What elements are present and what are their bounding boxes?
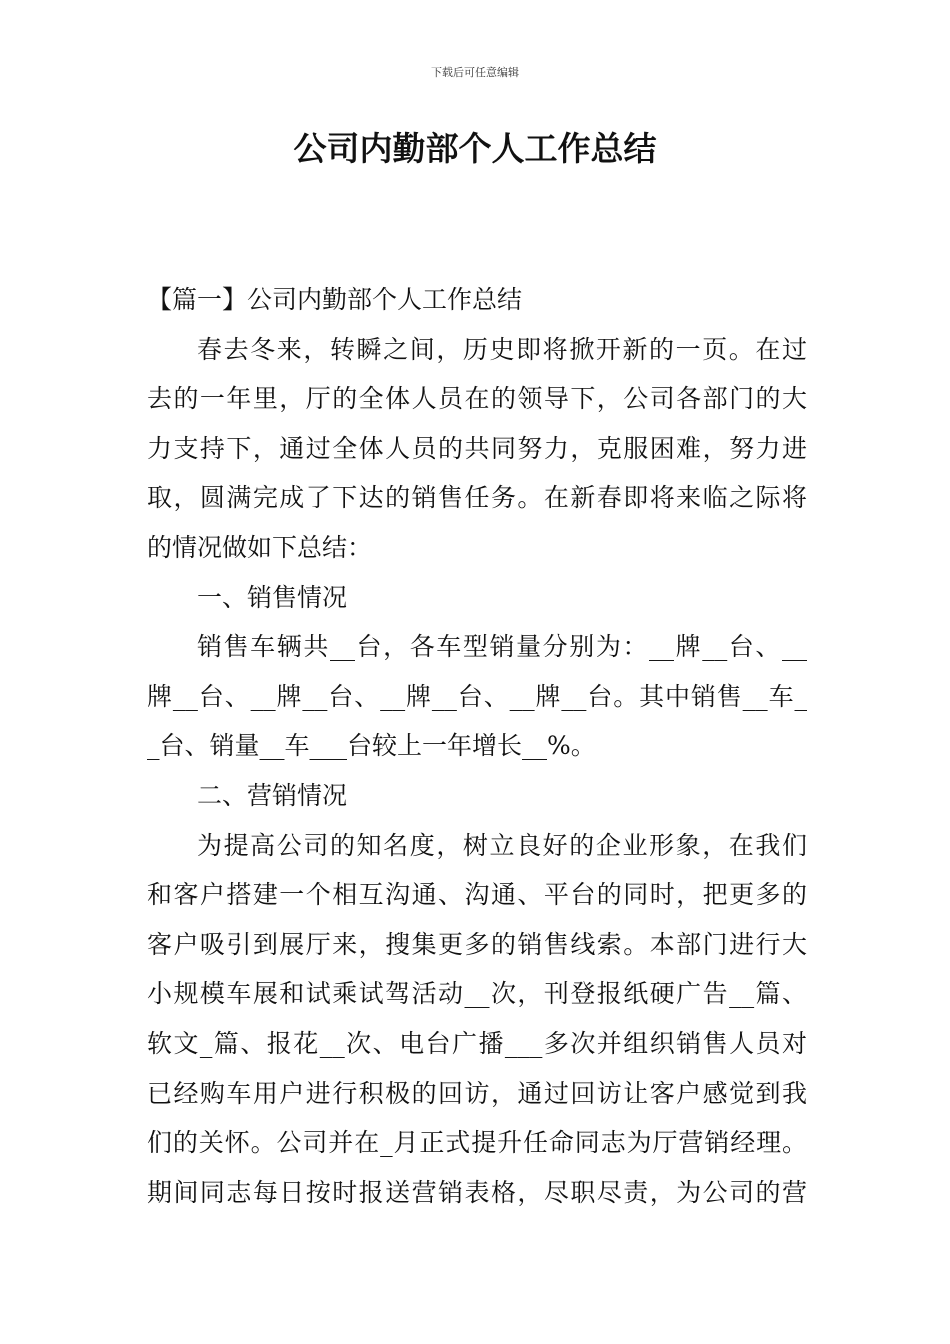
page-header-note: 下载后可任意编辑	[431, 66, 519, 79]
section-heading: 一、销售情况	[197, 582, 348, 612]
body-line: 期间同志每日按时报送营销表格，尽职尽责，为公司的营	[147, 1177, 807, 1207]
body-line: 们的关怀。公司并在_月正式提升任命同志为厅营销经理。	[147, 1128, 807, 1158]
body-line: 取，圆满完成了下达的销售任务。在新春即将来临之际将	[147, 483, 807, 513]
body-line: 的情况做如下总结：	[147, 532, 373, 562]
body-line: 力支持下，通过全体人员的共同努力，克服困难，努力进	[147, 433, 807, 463]
body-line: 销售车辆共__台，各车型销量分别为：__牌__台、__	[197, 632, 807, 662]
body-line: 【篇一】公司内勤部个人工作总结	[147, 285, 523, 314]
body-line: 小规模车展和试乘试驾活动__次，刊登报纸硬广告__篇、	[147, 979, 807, 1009]
body-line: _台、销量__车___台较上一年增长__%。	[147, 731, 596, 761]
body-line: 软文_篇、报花__次、电台广播___多次并组织销售人员对	[147, 1028, 807, 1058]
body-line: 牌__台、__牌__台、__牌__台、__牌__台。其中销售__车_	[147, 681, 807, 711]
document-title: 公司内勤部个人工作总结	[293, 129, 657, 168]
body-line: 春去冬来，转瞬之间，历史即将掀开新的一页。在过	[197, 334, 807, 364]
document-body	[147, 275, 807, 1217]
body-line: 去的一年里，厅的全体人员在的领导下，公司各部门的大	[147, 384, 807, 414]
body-line: 客户吸引到展厅来，搜集更多的销售线索。本部门进行大	[147, 929, 807, 959]
body-line: 和客户搭建一个相互沟通、沟通、平台的同时，把更多的	[147, 880, 807, 910]
body-line: 为提高公司的知名度，树立良好的企业形象，在我们	[197, 830, 807, 860]
section-heading: 二、营销情况	[197, 780, 348, 810]
body-line: 已经购车用户进行积极的回访，通过回访让客户感觉到我	[147, 1078, 807, 1108]
